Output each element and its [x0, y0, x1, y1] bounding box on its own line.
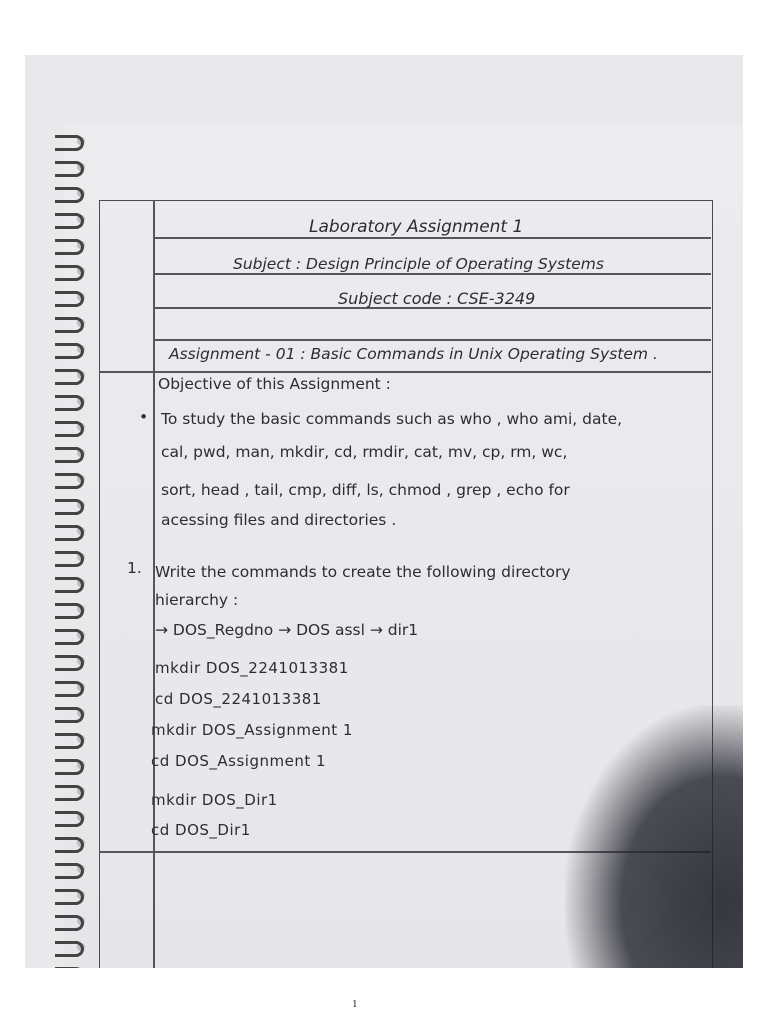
notebook-photo [25, 55, 743, 968]
objective-line-2: cal, pwd, man, mkdir, cd, rmdir, cat, mv, cp, rm, wc, [161, 443, 568, 461]
spiral-binding [63, 135, 103, 968]
question-line-2: hierarchy : [155, 591, 239, 609]
spiral-ring [55, 655, 84, 671]
directory-hierarchy: → DOS_Regdno → DOS assl → dir1 [155, 621, 419, 639]
spiral-ring [55, 681, 84, 697]
margin-line [153, 200, 155, 968]
spiral-ring [55, 707, 84, 723]
objective-heading: Objective of this Assignment : [158, 375, 391, 393]
spiral-ring [55, 785, 84, 801]
header-rule-5 [99, 371, 711, 373]
spiral-ring [55, 863, 84, 879]
spiral-ring [55, 187, 84, 203]
command-line: cd DOS_2241013381 [155, 690, 322, 708]
spiral-ring [55, 135, 84, 151]
spiral-ring [55, 473, 84, 489]
header-rule-1 [153, 237, 711, 239]
spiral-ring [55, 161, 84, 177]
command-line: cd DOS_Dir1 [151, 821, 251, 839]
spiral-ring [55, 343, 84, 359]
spiral-ring [55, 525, 84, 541]
assignment-title: Laboratory Assignment 1 [309, 217, 524, 237]
spiral-ring [55, 577, 84, 593]
question-number: 1. [127, 559, 142, 577]
spiral-ring [55, 733, 84, 749]
command-line: mkdir DOS_Assignment 1 [151, 721, 353, 739]
spiral-ring [55, 915, 84, 931]
subject-line: Subject : Design Principle of Operating Systems [233, 255, 604, 273]
spiral-ring [55, 421, 84, 437]
spiral-ring [55, 967, 84, 968]
page-number: 1 [352, 998, 358, 1010]
header-rule-4 [153, 339, 711, 341]
spiral-ring [55, 447, 84, 463]
spiral-ring [55, 759, 84, 775]
objective-line-1: To study the basic commands such as who , who ami, date, [161, 410, 623, 428]
objective-bullet: • [139, 408, 149, 426]
spiral-ring [55, 317, 84, 333]
spiral-ring [55, 811, 84, 827]
assignment-heading: Assignment - 01 : Basic Commands in Unix Operating System . [169, 345, 658, 363]
objective-line-4: acessing files and directories . [161, 511, 397, 529]
subject-code-line: Subject code : CSE-3249 [338, 289, 536, 308]
spiral-ring [55, 369, 84, 385]
spiral-ring [55, 395, 84, 411]
spiral-ring [55, 551, 84, 567]
command-line: mkdir DOS_Dir1 [151, 791, 278, 809]
command-line: cd DOS_Assignment 1 [151, 752, 327, 770]
spiral-ring [55, 239, 84, 255]
header-rule-2 [153, 273, 711, 275]
spiral-ring [55, 213, 84, 229]
spiral-ring [55, 265, 84, 281]
spiral-ring [55, 941, 84, 957]
spiral-ring [55, 291, 84, 307]
spiral-ring [55, 889, 84, 905]
question-line-1: Write the commands to create the following directory [155, 563, 571, 581]
spiral-ring [55, 499, 84, 515]
spiral-ring [55, 837, 84, 853]
spiral-ring [55, 629, 84, 645]
spiral-ring [55, 603, 84, 619]
objective-line-3: sort, head , tail, cmp, diff, ls, chmod , grep , echo for [161, 481, 570, 499]
command-line: mkdir DOS_2241013381 [155, 659, 349, 677]
